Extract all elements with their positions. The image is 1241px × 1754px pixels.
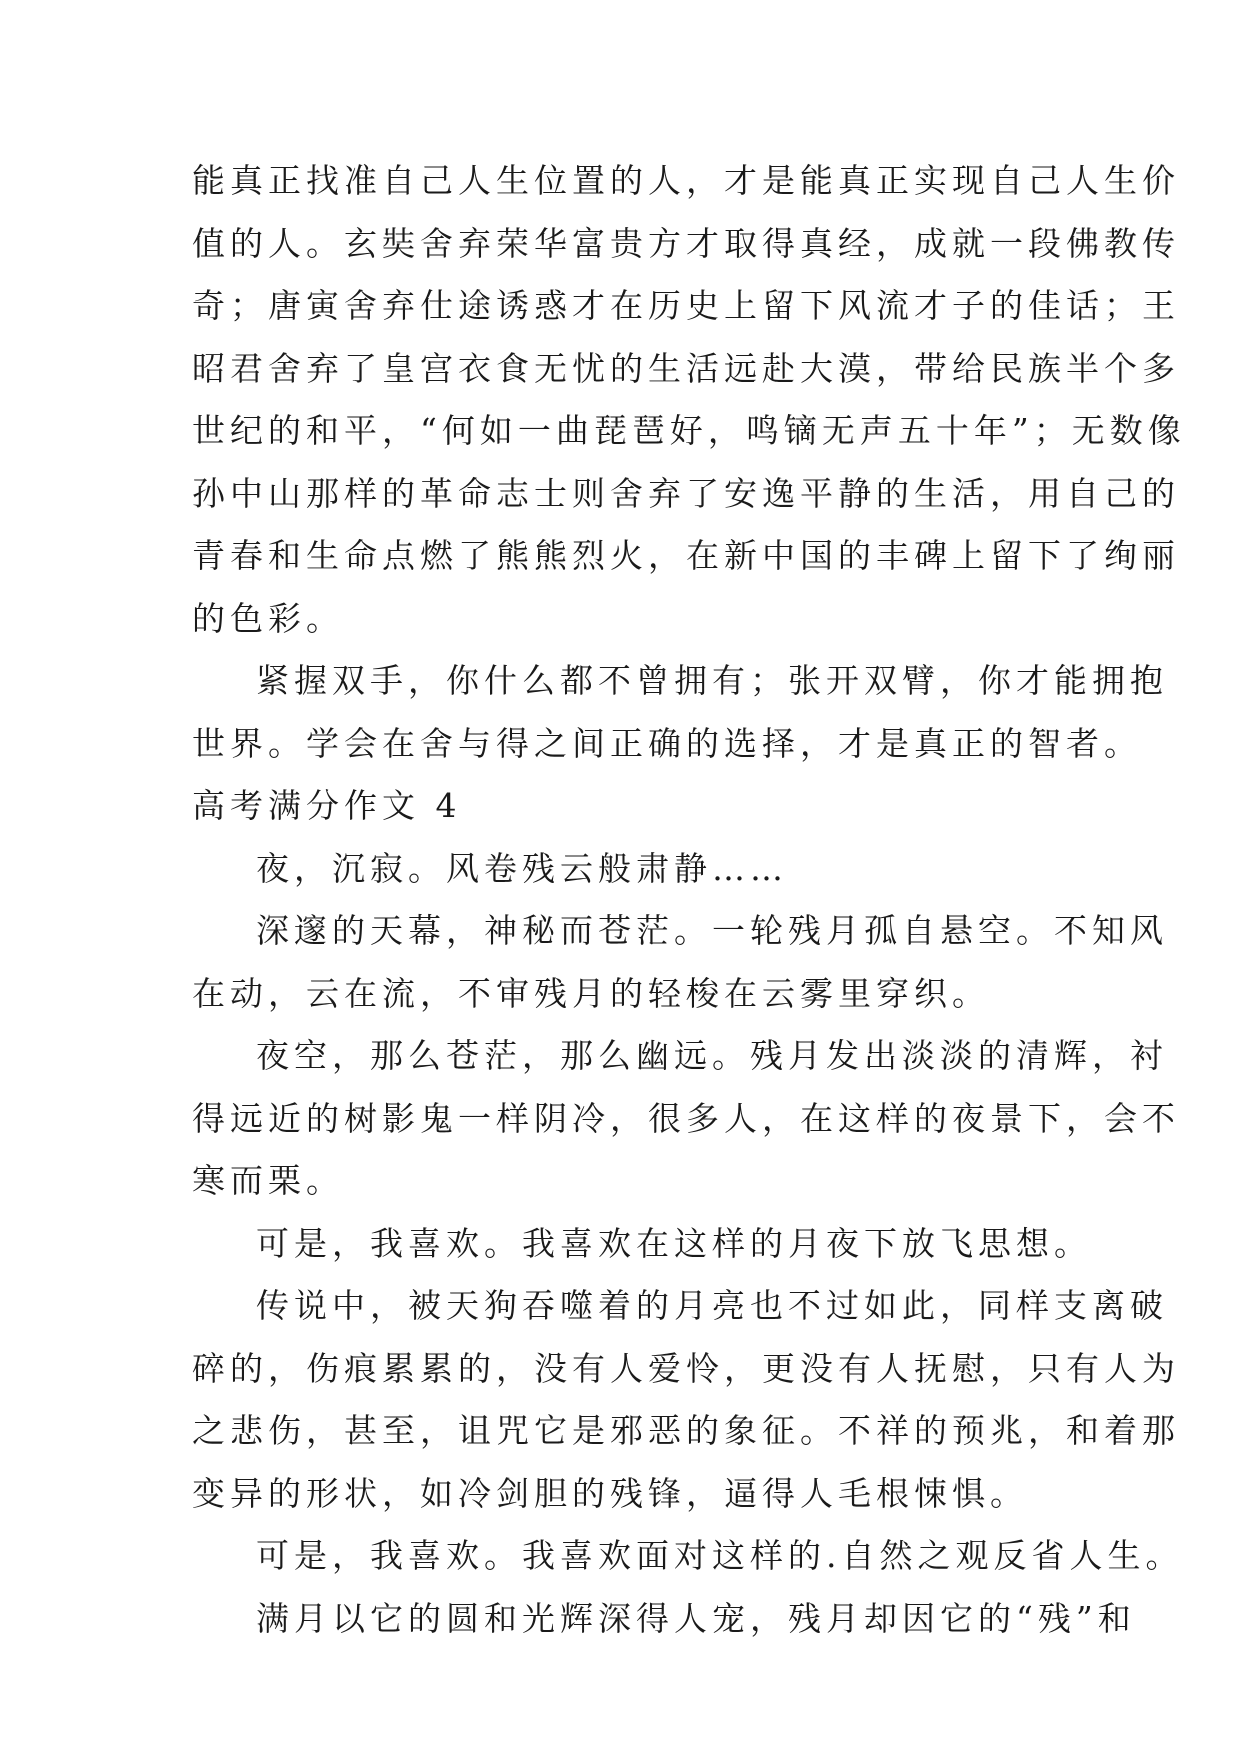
text-line: 世纪的和平，“何如一曲琵琶好，鸣镝无声五十年”；无数像	[192, 411, 1186, 450]
text-line: 之悲伤，甚至，诅咒它是邪恶的象征。不祥的预兆，和着那	[192, 1411, 1180, 1450]
text-line: 寒而栗。	[192, 1161, 344, 1200]
text-line: 深邃的天幕，神秘而苍茫。一轮残月孤自悬空。不知风	[256, 911, 1168, 950]
text-line: 满月以它的圆和光辉深得人宠，残月却因它的“残”和	[256, 1598, 1136, 1638]
text-line: 能真正找准自己人生位置的人，才是能真正实现自己人生价	[192, 161, 1180, 200]
text-line: 传说中，被天狗吞噬着的月亮也不过如此，同样支离破	[256, 1286, 1168, 1325]
essay-body	[192, 150, 1186, 1650]
text-line: 的色彩。	[192, 598, 344, 638]
text-line: 可是，我喜欢。我喜欢面对这样的.自然之观反省人生。	[256, 1536, 1184, 1575]
text-line: 可是，我喜欢。我喜欢在这样的月夜下放飞思想。	[256, 1223, 1092, 1263]
text-line: 碎的，伤痕累累的，没有人爱怜，更没有人抚慰，只有人为	[192, 1348, 1180, 1388]
text-line: 得远近的树影鬼一样阴冷，很多人，在这样的夜景下，会不	[192, 1098, 1180, 1138]
text-line: 值的人。玄奘舍弃荣华富贵方才取得真经，成就一段佛教传	[192, 223, 1180, 263]
text-line: 昭君舍弃了皇宫衣食无忧的生活远赴大漠，带给民族半个多	[192, 348, 1180, 388]
text-line: 夜，沉寂。风卷残云般肃静……	[256, 848, 788, 888]
text-line: 青春和生命点燃了熊熊烈火，在新中国的丰碑上留下了绚丽	[192, 536, 1180, 575]
essay-heading: 高考满分作文 4	[192, 786, 462, 825]
text-line: 变异的形状，如冷剑胆的残锋，逼得人毛根悚惧。	[192, 1473, 1028, 1513]
text-line: 紧握双手，你什么都不曾拥有；张开双臂，你才能拥抱	[256, 661, 1168, 700]
text-line: 世界。学会在舍与得之间正确的选择，才是真正的智者。	[192, 723, 1142, 763]
text-line: 夜空，那么苍茫，那么幽远。残月发出淡淡的清辉，衬	[256, 1036, 1168, 1075]
text-line: 奇；唐寅舍弃仕途诱惑才在历史上留下风流才子的佳话；王	[192, 286, 1180, 325]
text-line: 孙中山那样的革命志士则舍弃了安逸平静的生活，用自己的	[192, 473, 1180, 513]
text-line: 在动，云在流，不审残月的轻梭在云雾里穿织。	[192, 973, 990, 1013]
